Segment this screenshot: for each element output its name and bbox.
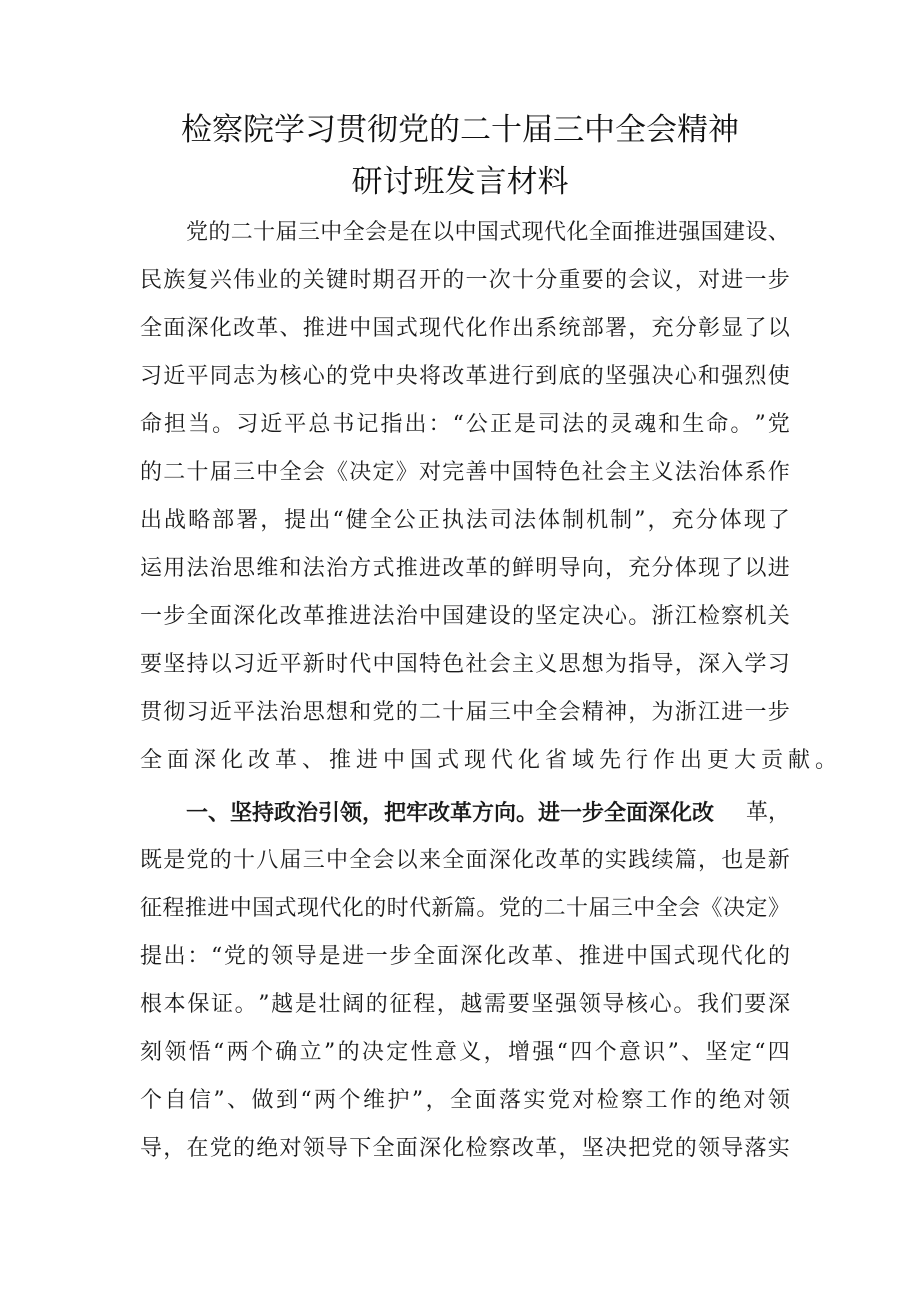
paragraph-2-line: 征 程 推 进 中 国 式 现 代 化 的 时 代 新 篇 。 党 的 二 十 届 三 中 全 会 《 决 定 》: [140, 896, 790, 921]
paragraph-1-line: 要 坚 持 以 习 近 平 新 时 代 中 国 特 色 社 会 主 义 思 想 为 指 导 ， 深 入 学 习: [140, 652, 790, 677]
paragraph-1-line: 全 面 深 化 改 革 、 推 进 中 国 式 现 代 化 作 出 系 统 部 署 ， 充 分 彰 显 了 以: [140, 316, 790, 341]
paragraph-2-line: 根 本 保 证 。 ” 越 是 壮 阔 的 征 程 ， 越 需 要 坚 强 领 导 核 心 。 我 们 要 深: [140, 992, 790, 1017]
paragraph-1-line: 全面深化改革、推进中国式现代化省域先行作出更大贡献。: [140, 748, 843, 773]
paragraph-1-line: 一 步 全 面 深 化 改 革 推 进 法 治 中 国 建 设 的 坚 定 决 心 。 浙 江 检 察 机 关: [140, 604, 790, 629]
paragraph-1-line: 命 担 当 。 习 近 平 总 书 记 指 出 ： “ 公 正 是 司 法 的 灵 魂 和 生 命 。 ” 党: [140, 412, 790, 437]
paragraph-1-line: 民 族 复 兴 伟 业 的 关 键 时 期 召 开 的 一 次 十 分 重 要 的 会 议 ， 对 进 一 步: [140, 268, 790, 293]
paragraph-2-line: 刻 领 悟 “ 两 个 确 立 ” 的 决 定 性 意 义 ， 增 强 “ 四 个 意 识 ” 、 坚 定 “ 四: [140, 1040, 790, 1065]
paragraph-2-heading: 一、坚持政治引领，把牢改革方向。进一步全面深化改: [186, 800, 715, 826]
paragraph-1-line: 习 近 平 同 志 为 核 心 的 党 中 央 将 改 革 进 行 到 底 的 坚 强 决 心 和 强 烈 使: [140, 364, 790, 389]
paragraph-2-heading-line: [186, 797, 790, 829]
paragraph-1-line: 的 二 十 届 三 中 全 会 《 决 定 》 对 完 善 中 国 特 色 社 会 主 义 法 治 体 系 作: [140, 460, 790, 485]
paragraph-2-line: 个 自 信 ” 、 做 到 “ 两 个 维 护 ” ， 全 面 落 实 党 对 检 察 工 作 的 绝 对 领: [140, 1088, 790, 1113]
document-title-line-1: 检察院学习贯彻党的二十届三中全会精神: [181, 112, 739, 148]
paragraph-1-line: 出 战 略 部 署 ， 提 出 “ 健 全 公 正 执 法 司 法 体 制 机 制 ” ， 充 分 体 现 了: [140, 508, 790, 533]
document-title-line-2: 研讨班发言材料: [351, 164, 569, 200]
paragraph-2-heading-tail: 革，: [745, 800, 790, 825]
paragraph-1-line: 运 用 法 治 思 维 和 法 治 方 式 推 进 改 革 的 鲜 明 导 向 ， 充 分 体 现 了 以 进: [140, 556, 790, 581]
paragraph-2-line: 导 ， 在 党 的 绝 对 领 导 下 全 面 深 化 检 察 改 革 ， 坚 决 把 党 的 领 导 落 实: [140, 1136, 790, 1161]
paragraph-1-line: 贯 彻 习 近 平 法 治 思 想 和 党 的 二 十 届 三 中 全 会 精 神 ， 为 浙 江 进 一 步: [140, 700, 790, 725]
paragraph-2-line: 提 出 ： “ 党 的 领 导 是 进 一 步 全 面 深 化 改 革 、 推 进 中 国 式 现 代 化 的: [140, 944, 790, 969]
paragraph-2-line: 既 是 党 的 十 八 届 三 中 全 会 以 来 全 面 深 化 改 革 的 实 践 续 篇 ， 也 是 新: [140, 848, 790, 873]
paragraph-1-line: 党 的 二 十 届 三 中 全 会 是 在 以 中 国 式 现 代 化 全 面 推 进 强 国 建 设 、: [186, 220, 790, 245]
